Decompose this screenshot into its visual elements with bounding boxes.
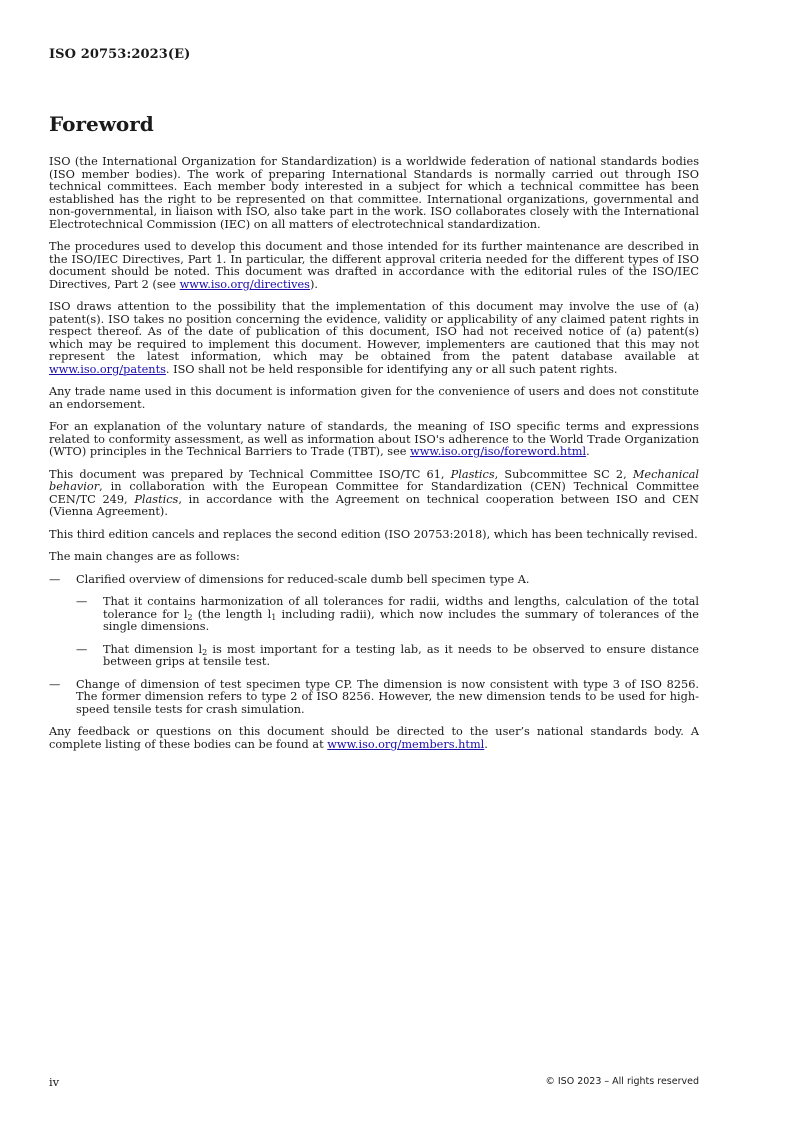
paragraph-text: Any feedback or questions on this document should be directed to the user’s national standards body. A complete listing of these bodies can be found at	[49, 725, 699, 751]
paragraph-trade-name: Any trade name used in this document is information given for the convenience of users and does not constitute an endorsement.	[49, 385, 699, 411]
paragraph-text: The procedures used to develop this document and those intended for its further maintenance are described in the ISO/IEC Directives, Part 1. In particular, the different approval criteria needed for the different types of ISO document should be noted. This document was drafted in accordance with the editorial rules of the ISO/IEC Directives, Part 2 (see	[49, 240, 699, 291]
patents-link[interactable]: www.iso.org/patents	[49, 362, 166, 376]
paragraph-changes-intro: The main changes are as follows:	[49, 550, 240, 563]
list-item	[76, 644, 699, 669]
subcommittee-name: Mechanical behavior	[49, 467, 699, 493]
text-run: is most important for a testing lab, as it needs to be observed to ensure distance between grips at tensile test.	[103, 642, 699, 668]
page-title: Foreword	[49, 112, 154, 136]
committee-text: , in collaboration with the European Committee for Standardization (CEN) Technical Committee CEN/TC 249,	[49, 480, 699, 506]
text-run: That dimension l	[103, 642, 203, 656]
paragraph-patents	[49, 301, 699, 376]
paragraph-tail: .	[586, 445, 590, 458]
paragraph-committee	[49, 469, 699, 519]
paragraph-tail: .	[484, 737, 488, 751]
paragraph-text: For an explanation of the voluntary nature of standards, the meaning of ISO specific terms and expressions related to conformity assessment, as well as information about ISO's adherence to the World Trade Organization (WTO) principles in the Technical Barriers to Trade (TBT), see	[49, 420, 699, 458]
text-run: That it contains harmonization of all tolerances for radii, widths and lengths, calculation of the total tolerance for l	[103, 595, 699, 621]
cen-committee-name: Plastics	[134, 492, 179, 506]
changes-list	[49, 574, 699, 717]
subscript: 1	[271, 612, 277, 622]
committee-text: This document was prepared by Technical Committee ISO/TC 61,	[49, 467, 451, 481]
subscript: 2	[187, 612, 193, 622]
list-item	[49, 574, 699, 669]
paragraph-text: ISO draws attention to the possibility that the implementation of this document may involve the use of (a) patent(s). ISO takes no position concerning the evidence, validity or applicability of any claimed patent rights in respect thereof. As of the date of publication of this document, ISO had not received notice of (a) patent(s) which may be required to implement this document. However, implementers are cautioned that this may not represent the latest information, which may be obtained from the patent database available at	[49, 300, 699, 363]
change-subtext	[103, 596, 699, 634]
paragraph-tail: . ISO shall not be held responsible for identifying any or all such patent rights.	[165, 362, 618, 376]
copyright-notice: © ISO 2023 – All rights reserved	[545, 1076, 699, 1087]
foreword-body	[49, 156, 699, 761]
text-run: including radii), which now includes the summary of tolerances of the single dimensions.	[103, 607, 699, 633]
paragraph-iso-intro: ISO (the International Organization for Standardization) is a worldwide federation of national standards bodies (ISO member bodies). The work of preparing International Standards is normally carried out through ISO technical committees. Each member body interested in a subject for which a technical committee has been established has the right to be represented on that committee. International organizations, governmental and non-governmental, in liaison with ISO, also take part in the work. ISO collaborates closely with the International Electrotechnical Commission (IEC) on all matters of electrotechnical standardization.	[49, 155, 699, 231]
foreword-link[interactable]: www.iso.org/iso/foreword.html	[410, 445, 587, 458]
text-run: (the length l	[192, 607, 272, 621]
page-number: iv	[49, 1075, 60, 1089]
change-text: — Change of dimension of test specimen type CP. The dimension is now consistent with type 3 of ISO 8256. The former dimension refers to type 2 of ISO 8256. However, the new dimension tends to be used for high-speed tensile tests for crash simulation.	[76, 677, 699, 716]
list-item	[76, 596, 699, 634]
list-item	[49, 679, 699, 717]
change-text: — Clarified overview of dimensions for reduced-scale dumb bell specimen type A.	[76, 572, 530, 586]
committee-name-plastics: Plastics	[450, 467, 495, 481]
paragraph-tail: ).	[309, 277, 318, 291]
paragraph-procedures	[49, 241, 699, 291]
change-subtext	[103, 644, 699, 669]
committee-text: , Subcommittee SC 2,	[494, 467, 633, 481]
paragraph-feedback	[49, 726, 699, 751]
members-link[interactable]: www.iso.org/members.html	[327, 737, 485, 751]
paragraph-edition: This third edition cancels and replaces the second edition (ISO 20753:2018), which has been technically revised.	[49, 527, 698, 541]
subscript: 2	[202, 647, 208, 657]
paragraph-voluntary-nature	[49, 421, 699, 459]
directives-link[interactable]: www.iso.org/directives	[179, 277, 310, 291]
document-id-header: ISO 20753:2023(E)	[49, 47, 191, 62]
changes-sublist	[76, 596, 699, 669]
committee-text: , in accordance with the Agreement on technical cooperation between ISO and CEN (Vienna Agreement).	[49, 492, 699, 518]
